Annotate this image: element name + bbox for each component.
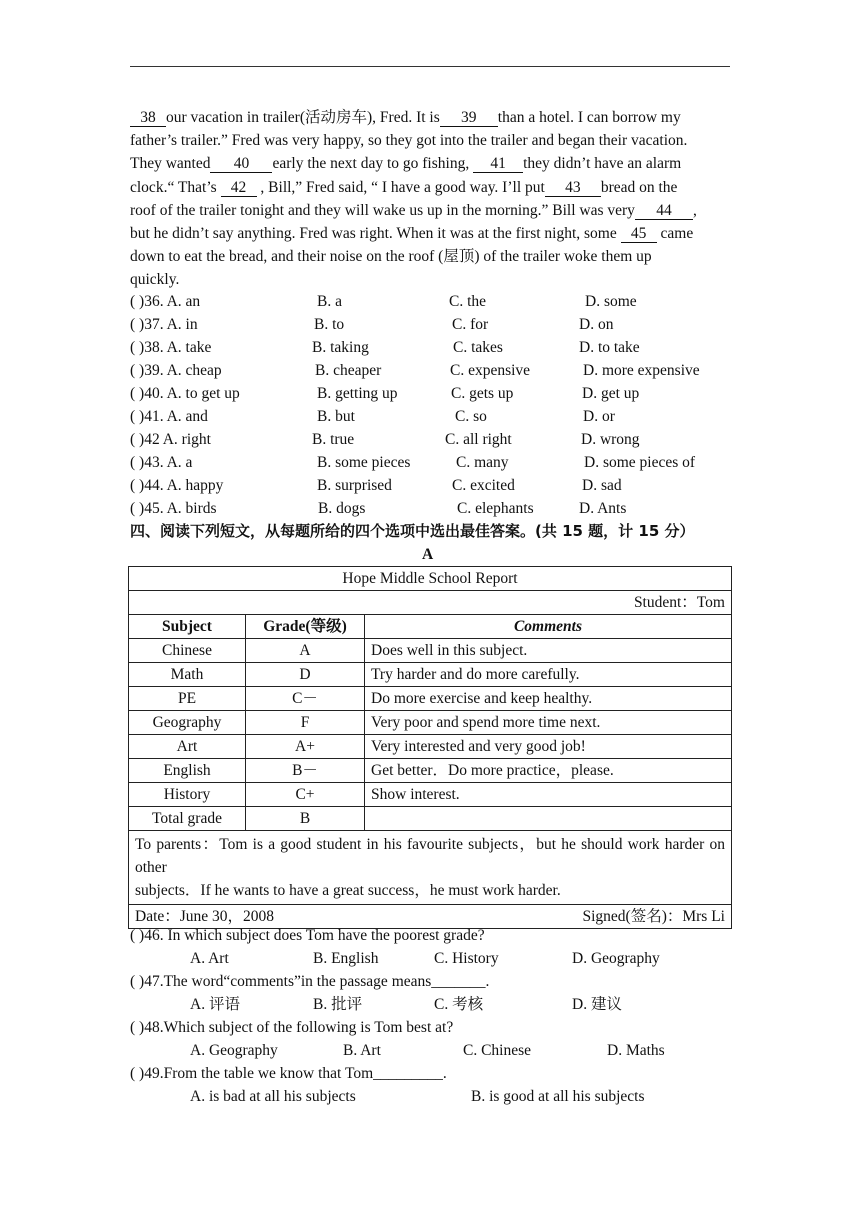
header-comments: Comments (365, 615, 732, 639)
passage-text: early the next day to go fishing, (272, 155, 470, 173)
blank-42: 42 (221, 179, 257, 197)
header-subject: Subject (129, 615, 246, 639)
passage-text: came (660, 225, 694, 243)
table-row: Art A+ Very interested and very good job! (129, 735, 732, 759)
table-row: English B－ Get better．Do more practice，please. (129, 759, 732, 783)
table-header-row (129, 615, 732, 639)
option: D. Maths (607, 1042, 665, 1059)
passage-text: father’s trailer.” Fred was very happy, so they got into the trailer and began their vacation. (130, 132, 688, 150)
option: A. Art (190, 950, 229, 967)
blank-38: 38 (130, 109, 166, 127)
report-title: Hope Middle School Report (129, 567, 732, 591)
option: B. English (313, 950, 379, 967)
option: A. is bad at all his subjects (190, 1088, 356, 1105)
option: B. Art (343, 1042, 381, 1059)
question-47: ( )47.The word“comments”in the passage means_______. (130, 973, 490, 990)
table-row: PE C－ Do more exercise and keep healthy. (129, 687, 732, 711)
question-49: ( )49.From the table we know that Tom_________. (130, 1065, 447, 1082)
option: D. Geography (572, 950, 660, 967)
question-46: ( )46. In which subject does Tom have the poorest grade? (130, 927, 485, 944)
header-rule (130, 66, 730, 67)
parents-note: To parents：Tom is a good student in his favourite subjects，but he should work harder on other subjects．If he wants to have a great success，he must work harder. (129, 831, 732, 905)
cloze-passage (130, 106, 767, 292)
parents-note-row (129, 831, 732, 905)
blank-41: 41 (473, 155, 523, 173)
passage-text: , Bill,” Fred said, “ I have a good way. I’ll put (260, 178, 545, 196)
passage-text: bread on the (600, 178, 678, 196)
passage-text: They wanted (130, 155, 211, 173)
passage-text: roof of the trailer tonight and they will wake us up in the morning.” Bill was very (130, 201, 635, 219)
passage-text: clock.“ That’s (130, 178, 217, 196)
report-date: Date：June 30，2008 (135, 907, 275, 925)
option: A. Geography (190, 1042, 278, 1059)
report-signed: Signed(签名)：Mrs Li (582, 907, 725, 925)
table-row: Total grade B (129, 807, 732, 831)
option: A. 评语 (190, 996, 240, 1013)
passage-text: they didn’t have an alarm (523, 155, 682, 173)
option: B. 批评 (313, 996, 363, 1013)
table-row: History C+ Show interest. (129, 783, 732, 807)
blank-40: 40 (210, 155, 272, 173)
option: D. 建议 (572, 996, 622, 1013)
option: C. History (434, 950, 499, 967)
passage-text: down to eat the bread, and their noise on the roof (屋顶) of the trailer woke them up (130, 248, 652, 266)
passage-text: our vacation in trailer(活动房车), Fred. It is (166, 109, 440, 126)
header-grade: Grade(等级) (246, 615, 365, 639)
section-label: A (422, 546, 434, 563)
passage-text: but he didn’t say anything. Fred was right. When it was at the first night, some (130, 225, 617, 243)
blank-45: 45 (621, 225, 657, 243)
report-student: Student：Tom (129, 591, 732, 615)
table-row: Math D Try harder and do more carefully. (129, 663, 732, 687)
option: C. 考核 (434, 996, 484, 1013)
passage-text: , (692, 201, 697, 219)
blank-39: 39 (440, 109, 498, 127)
question-48: ( )48.Which subject of the following is Tom best at? (130, 1019, 454, 1036)
blank-43: 43 (545, 179, 601, 197)
school-report-table (128, 566, 732, 929)
table-row: Chinese A Does well in this subject. (129, 639, 732, 663)
section-title: 四、阅读下列短文，从每题所给的四个选项中选出最佳答案。(共 15 题，计 15 分） (130, 522, 695, 540)
table-row: Geography F Very poor and spend more time next. (129, 711, 732, 735)
blank-44: 44 (635, 202, 693, 220)
passage-text: quickly. (130, 271, 180, 289)
option: B. is good at all his subjects (471, 1088, 645, 1105)
option: C. Chinese (463, 1042, 532, 1059)
passage-text: than a hotel. I can borrow my (497, 109, 681, 126)
